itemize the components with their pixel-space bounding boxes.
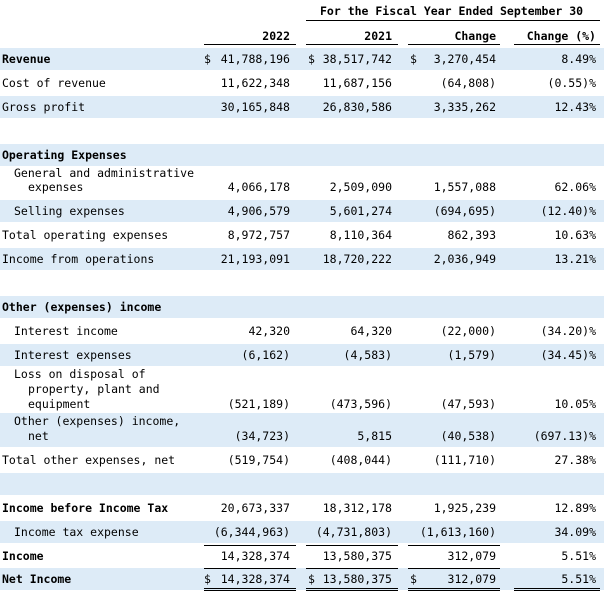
header-underline-change-pct [514, 44, 600, 45]
value-2021: 13,580,375 [322, 549, 392, 563]
value-change-pct: 27.38% [554, 453, 596, 467]
net-income-double-rule-2022 [204, 588, 296, 591]
row-label-line1: General and administrative [14, 166, 195, 180]
row-label-line1: Other (expenses) income, [14, 414, 181, 428]
value-change-pct: 62.06% [554, 180, 596, 194]
value-change: (111,710) [433, 453, 496, 467]
value-change-pct: 5.51% [561, 549, 596, 563]
value-change: 312,079 [447, 572, 496, 586]
value-2022: 41,788,196 [220, 52, 290, 66]
table-row-income [0, 545, 604, 567]
value-2022: (34,723) [234, 429, 290, 443]
spacer-row [0, 272, 604, 294]
value-2021: (4,583) [343, 348, 392, 362]
section-title: Operating Expenses [2, 148, 127, 162]
value-change-pct: 10.63% [554, 228, 596, 242]
value-2021: 11,687,156 [322, 76, 392, 90]
value-change: (40,538) [440, 429, 496, 443]
table-row-income-from-operations [0, 248, 604, 270]
row-label: Revenue [2, 52, 51, 66]
value-2021: (408,044) [329, 453, 392, 467]
value-change-pct: (697.13)% [533, 429, 596, 443]
header-underline-change [408, 44, 500, 45]
value-2021: 2,509,090 [329, 180, 392, 194]
header-underline-2021 [306, 44, 398, 45]
row-label-line3: equipment [28, 397, 91, 411]
value-change: 312,079 [447, 549, 496, 563]
value-change: (1,579) [447, 348, 496, 362]
value-change: 3,270,454 [433, 52, 496, 66]
value-2022: (519,754) [227, 453, 290, 467]
currency-symbol: $ [204, 572, 211, 586]
value-2022: 4,906,579 [227, 204, 290, 218]
table-row-income-tax-expense [0, 521, 604, 543]
value-change: (64,808) [440, 76, 496, 90]
table-row-net-income [0, 568, 604, 590]
value-2021: 64,320 [350, 324, 392, 338]
currency-symbol: $ [410, 52, 417, 66]
row-label: Net Income [2, 572, 72, 586]
row-label: Total other expenses, net [2, 453, 176, 467]
value-2022: 21,193,091 [220, 252, 290, 266]
value-2022: (521,189) [227, 397, 290, 411]
currency-symbol: $ [410, 572, 417, 586]
value-change-pct: (34.45)% [540, 348, 596, 362]
net-income-top-rule-2021 [306, 568, 398, 569]
value-change-pct: (12.40)% [540, 204, 596, 218]
value-2021: 18,720,222 [322, 252, 392, 266]
value-change-pct: 12.43% [554, 100, 596, 114]
table-row-other-income-net [0, 413, 604, 447]
row-label-line2: property, plant and [28, 382, 160, 396]
value-change: 1,925,239 [433, 501, 496, 515]
column-header-change: Change [454, 29, 496, 43]
table-row-income-before-tax [0, 497, 604, 519]
net-income-double-rule-change [408, 588, 500, 591]
row-label: Income before Income Tax [2, 501, 169, 515]
value-2021: 38,517,742 [322, 52, 392, 66]
value-change-pct: 13.21% [554, 252, 596, 266]
value-2021: (4,731,803) [315, 525, 392, 539]
period-header: For the Fiscal Year Ended September 30 [320, 4, 584, 18]
value-2022: 4,066,178 [227, 180, 290, 194]
row-label: Cost of revenue [2, 76, 106, 90]
table-row-gross-profit [0, 96, 604, 118]
column-header-change-pct: Change (%) [526, 29, 596, 43]
table-row-interest-expenses [0, 344, 604, 366]
value-2021: 5,815 [357, 429, 392, 443]
net-income-double-rule-change-pct [514, 588, 600, 591]
net-income-top-rule-change [408, 568, 500, 569]
value-2021: 13,580,375 [322, 572, 392, 586]
currency-symbol: $ [308, 572, 315, 586]
income-top-rule-change [408, 545, 500, 546]
value-change: 2,036,949 [433, 252, 496, 266]
currency-symbol: $ [308, 52, 315, 66]
value-change: (22,000) [440, 324, 496, 338]
net-income-top-rule-2022 [204, 568, 296, 569]
value-change: 3,335,262 [433, 100, 496, 114]
row-label: Interest income [14, 324, 118, 338]
row-label: Total operating expenses [2, 228, 169, 242]
column-header-2022: 2022 [262, 29, 290, 43]
net-income-double-rule-2021 [306, 588, 398, 591]
value-change: (1,613,160) [419, 525, 496, 539]
value-change-pct: (34.20)% [540, 324, 596, 338]
value-change: (47,593) [440, 397, 496, 411]
table-row-selling-expenses [0, 200, 604, 222]
row-label: Interest expenses [14, 348, 132, 362]
table-row-total-other-expenses [0, 449, 604, 471]
value-change-pct: (0.55)% [547, 76, 596, 90]
value-2022: 14,328,374 [220, 549, 290, 563]
value-change: (694,695) [433, 204, 496, 218]
table-row-general-administrative [0, 166, 604, 198]
value-2022: 11,622,348 [220, 76, 290, 90]
value-2022: 30,165,848 [220, 100, 290, 114]
income-top-rule-2022 [204, 545, 296, 546]
period-header-underline [306, 20, 600, 21]
spacer-row [0, 473, 604, 495]
section-header-other-income [0, 296, 604, 318]
spacer-row [0, 120, 604, 142]
row-label: Selling expenses [14, 204, 125, 218]
value-2021: 26,830,586 [322, 100, 392, 114]
value-2022: 42,320 [248, 324, 290, 338]
value-change-pct: 12.89% [554, 501, 596, 515]
value-2022: 20,673,337 [220, 501, 290, 515]
row-label: Gross profit [2, 100, 86, 114]
row-label-line2: expenses [28, 180, 84, 194]
value-2021: 8,110,364 [329, 228, 392, 242]
table-row-cost-of-revenue [0, 72, 604, 94]
column-header-2021: 2021 [364, 29, 392, 43]
currency-symbol: $ [204, 52, 211, 66]
value-change-pct: 5.51% [561, 572, 596, 586]
row-label: Income [2, 549, 44, 563]
value-change: 1,557,088 [433, 180, 496, 194]
row-label: Income tax expense [14, 525, 139, 539]
value-2021: 18,312,178 [322, 501, 392, 515]
table-row-interest-income [0, 320, 604, 342]
header-underline-2022 [204, 44, 296, 45]
value-2022: 8,972,757 [227, 228, 290, 242]
income-top-rule-2021 [306, 545, 398, 546]
value-change: 862,393 [447, 228, 496, 242]
value-change-pct: 10.05% [554, 397, 596, 411]
value-2021: 5,601,274 [329, 204, 392, 218]
value-2021: (473,596) [329, 397, 392, 411]
value-2022: (6,162) [241, 348, 290, 362]
section-header-operating-expenses [0, 144, 604, 166]
value-2022: 14,328,374 [220, 572, 290, 586]
table-row-total-operating-expenses [0, 224, 604, 246]
section-title: Other (expenses) income [2, 300, 162, 314]
row-label: Income from operations [2, 252, 155, 266]
value-change-pct: 34.09% [554, 525, 596, 539]
table-row-revenue [0, 48, 604, 70]
row-label-line2: net [28, 429, 49, 443]
value-2022: (6,344,963) [213, 525, 290, 539]
row-label-line1: Loss on disposal of [14, 367, 146, 381]
table-row-loss-on-disposal [0, 366, 604, 412]
value-change-pct: 8.49% [561, 52, 596, 66]
